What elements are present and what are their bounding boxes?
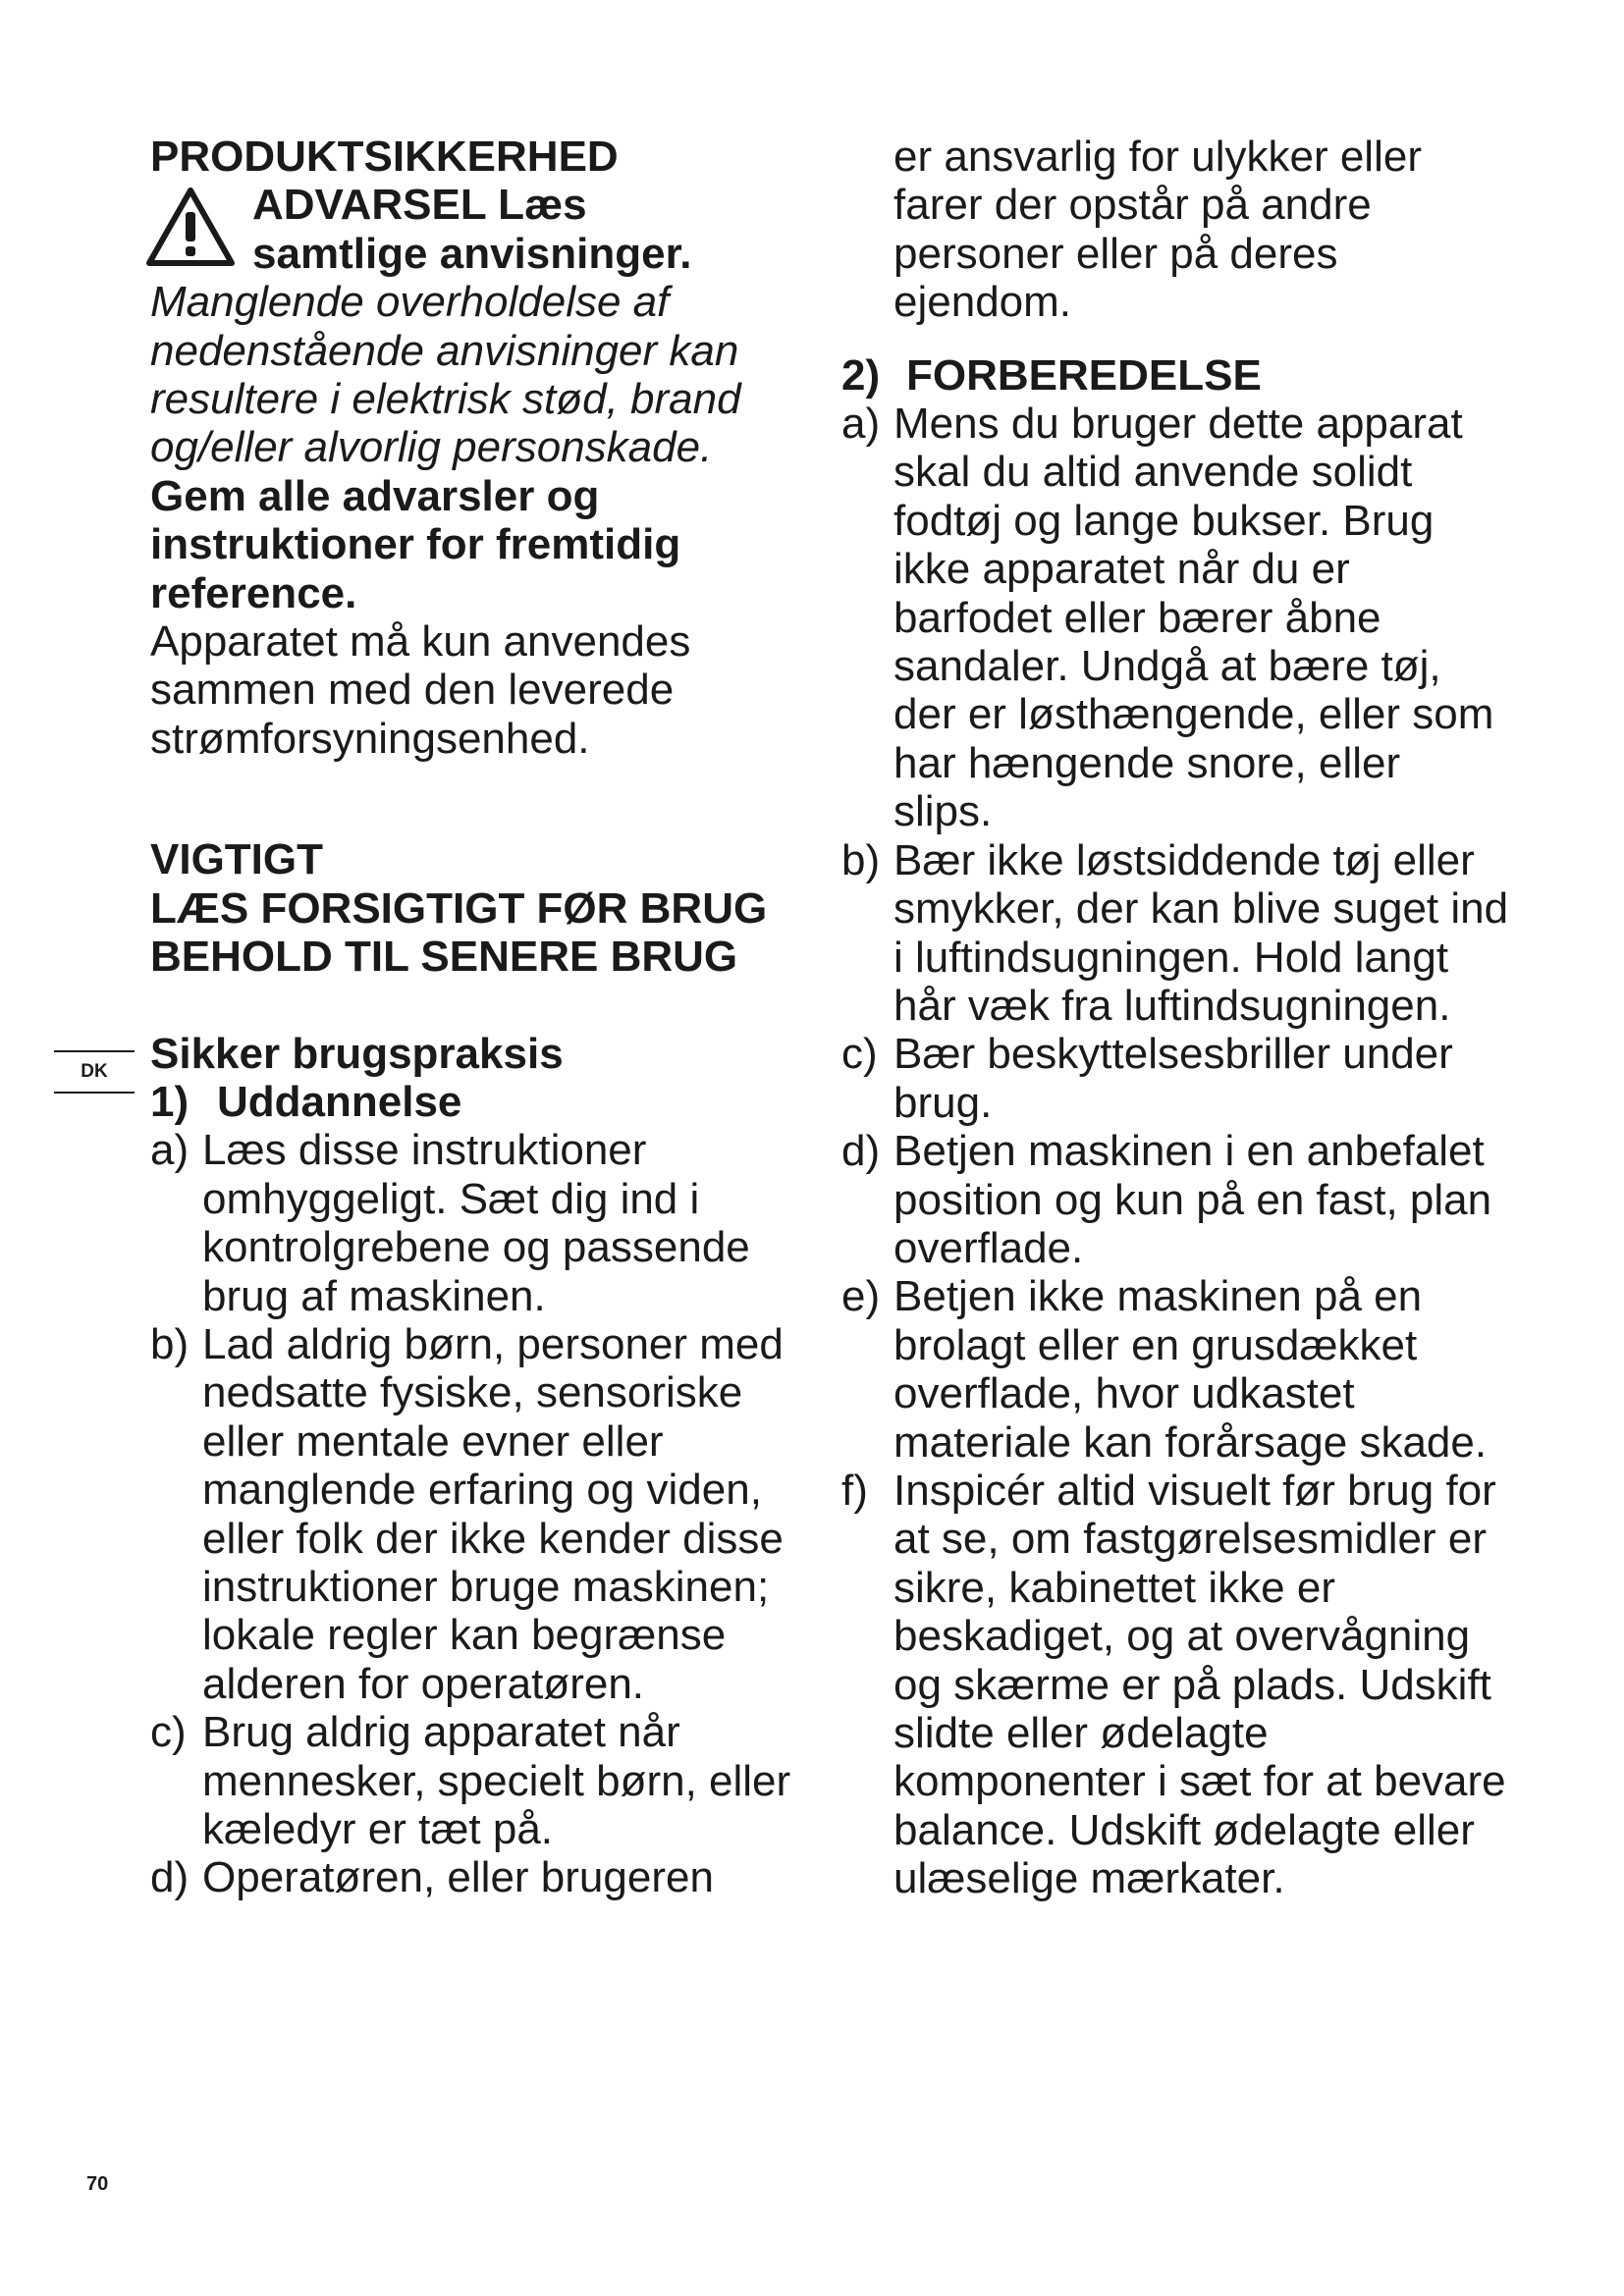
list-item [150,1126,828,1320]
list-item [841,1467,1509,1903]
power-supply-text: Apparatet må kun anvendes sammen med den leverede strømforsyningsenhed. [150,617,691,763]
tab-rule-bottom [54,1092,135,1094]
list-marker: b) [841,835,881,884]
warning-block [150,181,828,278]
section-heading-training [150,1078,828,1126]
section-number: 1) [150,1077,189,1126]
list-item-text: Læs disse instruktioner omhyggeligt. Sæt dig ind i kontrolgrebene og passende brug af maskinen. [202,1126,750,1320]
list-item-text: Mens du bruger dette apparat skal du altid anvende solidt fodtøj og lange bukser. Brug ikke apparatet når du er barfodet eller bærer åbne sandaler. Undgå at bære tøj, der er løsthængende, eller som har hængende snore, eller slips. [893,400,1494,836]
list-item [150,1320,828,1708]
warning-line-1: ADVARSEL Læs [252,181,587,230]
list-item-text: Bær ikke løstsiddende tøj eller smykker, der kan blive suget ind i luftindsugningen. Hold langt hår væk fra luftindsugningen. [893,835,1509,1030]
page-heading: PRODUKTSIKKERHED [150,133,619,181]
list-item [841,836,1509,1031]
section-title: FORBEREDELSE [906,350,1262,400]
keep-instructions-text: Gem alle advarsler og instruktioner for fremtidig reference. [150,471,681,617]
list-item [841,400,1509,836]
list-marker: c) [841,1030,878,1079]
warning-triangle-icon [144,185,237,269]
page-number: 70 [86,2173,109,2195]
section-number: 2) [841,350,881,400]
left-column [150,133,828,1902]
list-item-text: Betjen ikke maskinen på en brolagt eller en grusdækket overflade, hvor udkastet materiale kan forårsage skade. [893,1272,1488,1467]
list-marker: b) [150,1319,189,1368]
list-marker: c) [150,1708,187,1757]
language-tab [54,1050,135,1094]
list-item-text: Lad aldrig børn, personer med nedsatte fysiske, sensoriske eller mentale evner eller manglende erfaring og viden, eller folk der ikke kender disse instruktioner bruge maskinen; lokale regler kan begrænse alderen for operatøren. [202,1319,784,1708]
safe-practice-heading: Sikker brugspraksis [150,1029,564,1078]
list-item [150,1853,828,1901]
warning-consequence-text: Manglende overholdelse af nedenstående anvisninger kan resultere i elektrisk stød, brand og/eller alvorlig personskade. [150,278,741,472]
keep-for-later-heading: BEHOLD TIL SENERE BRUG [150,933,738,982]
list-item-text: Operatøren, eller brugeren [202,1853,714,1902]
list-item-text: Inspicér altid visuelt før brug for at se, om fastgørelsesmidler er sikre, kabinettet ikke er beskadiget, og at overvågning og skærme er på plads. Udskift slidte eller ødelagte komponenter i sæt for at bevare balance. Udskift ødelagte eller ulæselige mærkater. [893,1466,1506,1903]
list-marker: d) [150,1853,189,1902]
list-item-text: Betjen maskinen i en anbefalet position og kun på en fast, plan overflade. [893,1127,1492,1272]
preparation-list [841,400,1509,1903]
list-marker: a) [841,400,881,449]
list-item [841,1030,1509,1127]
list-marker: f) [841,1466,868,1515]
training-list [150,1126,828,1902]
list-marker: a) [150,1126,189,1175]
list-item-text: Bær beskyttelsesbriller under brug. [893,1030,1453,1127]
list-marker: d) [841,1127,881,1176]
language-label: DK [81,1061,108,1082]
section-heading-preparation [841,351,1509,400]
right-column [841,133,1509,1903]
read-carefully-heading: LÆS FORSIGTIGT FØR BRUG [150,883,768,933]
list-item [150,1708,828,1853]
list-item [841,1127,1509,1272]
list-marker: e) [841,1272,881,1321]
section-title: Uddannelse [217,1077,462,1126]
warning-line-2: samtlige anvisninger. [252,229,692,278]
continuation-text: er ansvarlig for ulykker eller farer der opstår på andre personer eller på deres ejendom. [893,133,1422,327]
list-item [841,1272,1509,1467]
list-item-text: Brug aldrig apparatet når mennesker, specielt børn, eller kæledyr er tæt på. [202,1708,791,1853]
important-heading: VIGTIGT [150,835,323,884]
